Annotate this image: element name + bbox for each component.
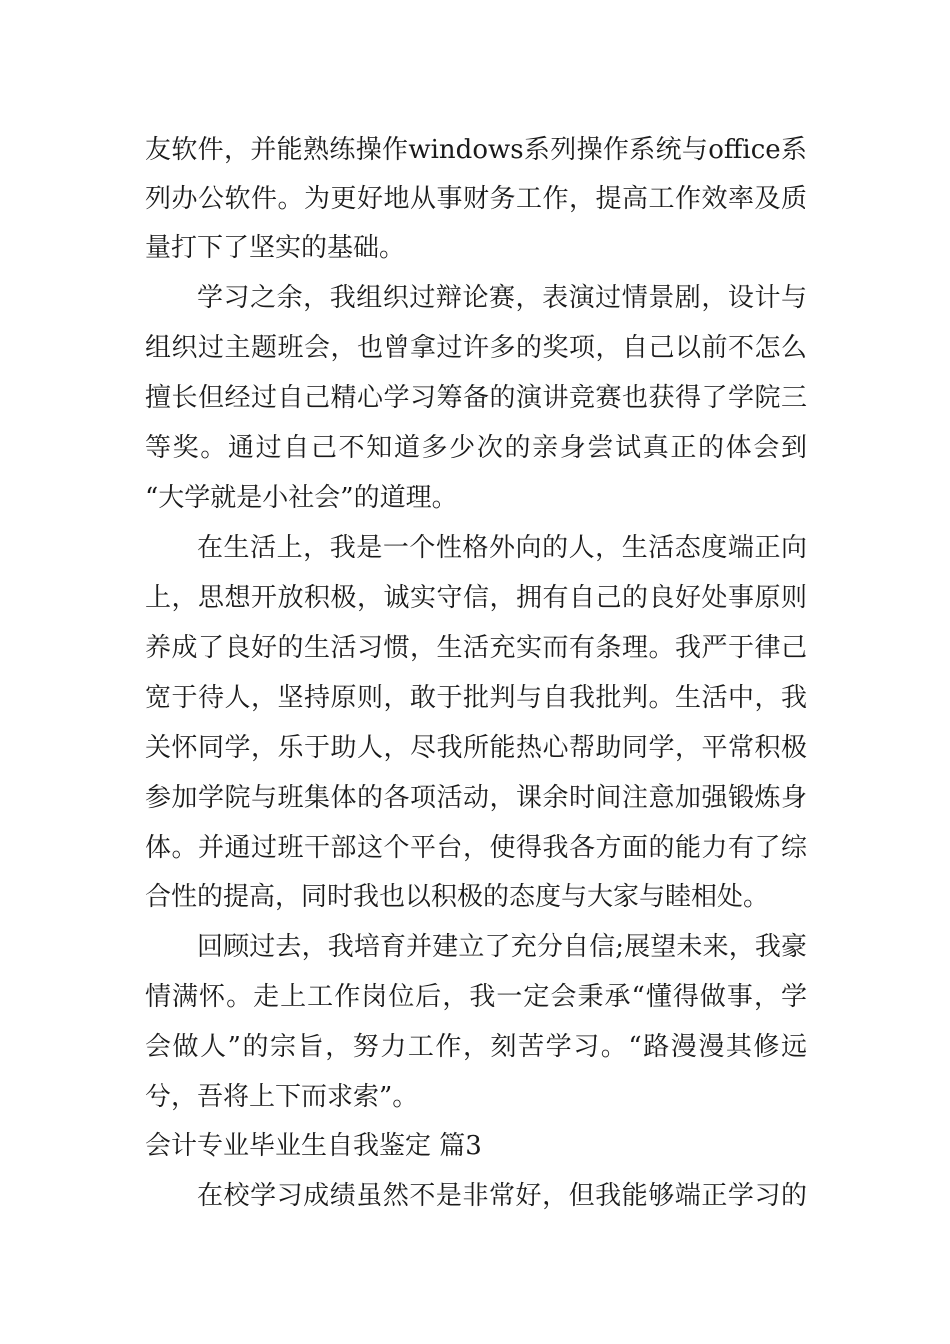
paragraph-line: 学习之余，我组织过辩论赛，表演过情景剧，设计与 <box>197 283 807 313</box>
paragraph-line: “大学就是小社会”的道理。 <box>145 483 458 513</box>
paragraph-line: 体。并通过班干部这个平台，使得我各方面的能力有了综 <box>145 833 807 863</box>
paragraph-line: 在校学习成绩虽然不是非常好，但我能够端正学习的 <box>197 1181 807 1211</box>
paragraph-line: 会做人”的宗旨，努力工作，刻苦学习。“路漫漫其修远 <box>145 1032 807 1062</box>
paragraph-line: 上，思想开放积极，诚实守信，拥有自己的良好处事原则 <box>145 583 807 613</box>
paragraph-line: 参加学院与班集体的各项活动，课余时间注意加强锻炼身 <box>145 783 807 813</box>
paragraph-line: 情满怀。走上工作岗位后，我一定会秉承“懂得做事，学 <box>145 982 807 1012</box>
paragraph-line: 合性的提高，同时我也以积极的态度与大家与睦相处。 <box>145 882 770 912</box>
paragraph-line: 等奖。通过自己不知道多少次的亲身尝试真正的体会到 <box>145 433 807 463</box>
section-heading: 会计专业毕业生自我鉴定 篇3 <box>145 1131 482 1161</box>
paragraph-line: 量打下了坚实的基础。 <box>145 233 406 263</box>
paragraph-line: 养成了良好的生活习惯，生活充实而有条理。我严于律己 <box>145 633 807 663</box>
paragraph-line: 友软件，并能熟练操作windows系列操作系统与office系 <box>145 135 807 165</box>
paragraph-line: 兮，吾将上下而求索”。 <box>145 1082 419 1112</box>
paragraph-line: 擅长但经过自己精心学习筹备的演讲竞赛也获得了学院三 <box>145 383 807 413</box>
paragraph-line: 关怀同学，乐于助人，尽我所能热心帮助同学，平常积极 <box>145 733 807 763</box>
paragraph-line: 在生活上，我是一个性格外向的人，生活态度端正向 <box>197 533 807 563</box>
paragraph-line: 宽于待人，坚持原则，敢于批判与自我批判。生活中，我 <box>145 683 807 713</box>
paragraph-line: 列办公软件。为更好地从事财务工作，提高工作效率及质 <box>145 184 807 214</box>
paragraph-line: 回顾过去，我培育并建立了充分自信;展望未来，我豪 <box>197 932 807 962</box>
paragraph-line: 组织过主题班会，也曾拿过许多的奖项，自己以前不怎么 <box>145 333 807 363</box>
